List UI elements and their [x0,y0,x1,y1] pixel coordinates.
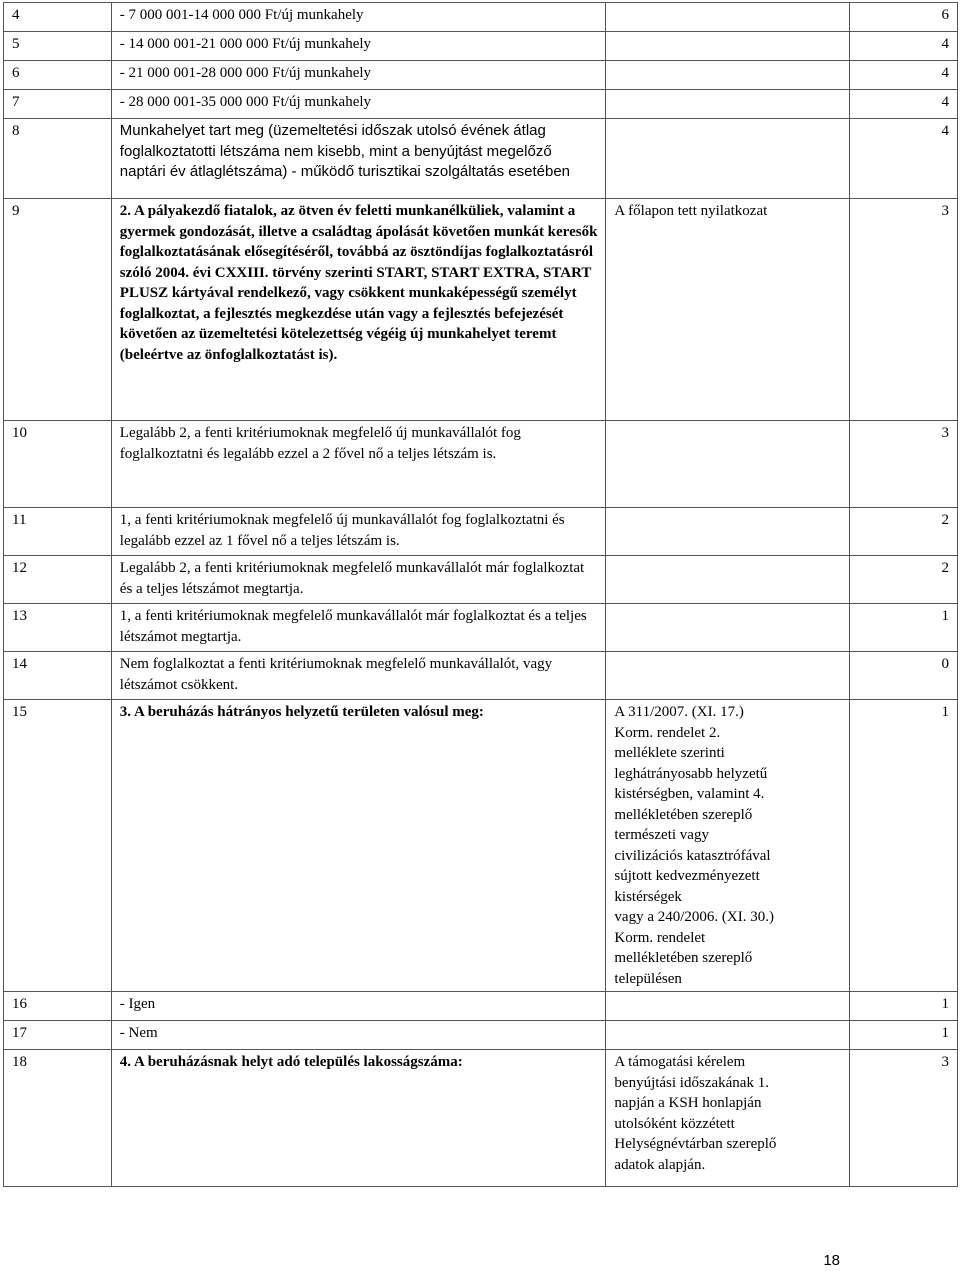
criterion-text: Legalább 2, a fenti kritériumoknak megfelelő új munkavállalót fog foglalkoztatni és legalább ezzel a 2 fővel nő a teljes létszám is. [111,421,606,508]
criterion-text: - 14 000 001-21 000 000 Ft/új munkahely [111,32,606,61]
table-row [4,61,958,90]
condition-text [606,652,850,700]
condition-text [606,90,850,119]
table-row [4,1021,958,1050]
condition-text: A támogatási kérelem benyújtási időszakának 1. napján a KSH honlapján utolsóként közzétett Helységnévtárban szereplő adatok alapján. [606,1050,850,1187]
criterion-text: 1, a fenti kritériumoknak megfelelő munkavállalót már foglalkoztat és a teljes létszámot megtartja. [111,604,606,652]
score-value: 3 [850,421,958,508]
row-number: 10 [4,421,112,508]
score-value: 6 [850,3,958,32]
table-row [4,32,958,61]
table-row [4,199,958,421]
criterion-text: 2. A pályakezdő fiatalok, az ötven év feletti munkanélküliek, valamint a gyermek gondozását, illetve a családtag ápolását követően munkát keresők foglalkoztatásának elősegítéséről, továbbá az ösztöndíjas foglalkoztatásról szóló 2004. évi CXXIII. törvény szerinti START, START EXTRA, START PLUSZ kártyával rendelkező, vagy csökkent munkaképességű személyt foglalkoztat, a fejlesztés megkezdése után vagy a fejlesztés befejezését követően az üzemeltetési kötelezettség végéig új munkahelyet teremt (beleértve az önfoglalkoztatást is). [111,199,606,421]
score-value: 4 [850,119,958,199]
condition-text: A főlapon tett nyilatkozat [606,199,850,421]
row-number: 13 [4,604,112,652]
table-row [4,90,958,119]
score-value: 4 [850,90,958,119]
row-number: 11 [4,508,112,556]
criterion-text: - 7 000 001-14 000 000 Ft/új munkahely [111,3,606,32]
score-value: 1 [850,604,958,652]
criterion-text: Munkahelyet tart meg (üzemeltetési időszak utolsó évének átlag foglalkoztatotti létszáma nem kisebb, mint a benyújtást megelőző naptári év átlaglétszáma) - működő turisztikai szolgáltatás esetében [111,119,606,199]
condition-text [606,421,850,508]
condition-text [606,992,850,1021]
score-value: 4 [850,61,958,90]
row-number: 12 [4,556,112,604]
row-number: 16 [4,992,112,1021]
condition-text: A 311/2007. (XI. 17.) Korm. rendelet 2. melléklete szerinti leghátrányosabb helyzetű kistérségben, valamint 4. mellékletében szereplő természeti vagy civilizációs katasztrófával sújtott kedvezményezett kistérségek vagy a 240/2006. (XI. 30.) Korm. rendelet mellékletében szereplő településen [606,700,850,992]
criterion-text: - Igen [111,992,606,1021]
score-value: 1 [850,700,958,992]
table-row [4,1050,958,1187]
table-row [4,119,958,199]
table-row [4,3,958,32]
row-number: 14 [4,652,112,700]
row-number: 15 [4,700,112,992]
table-row [4,508,958,556]
table-row [4,556,958,604]
row-number: 17 [4,1021,112,1050]
score-value: 0 [850,652,958,700]
criterion-text: Nem foglalkoztat a fenti kritériumoknak megfelelő munkavállalót, vagy létszámot csökkent. [111,652,606,700]
criterion-text: 1, a fenti kritériumoknak megfelelő új munkavállalót fog foglalkoztatni és legalább ezzel az 1 fővel nő a teljes létszám is. [111,508,606,556]
row-number: 5 [4,32,112,61]
condition-text [606,3,850,32]
criterion-text: - 21 000 001-28 000 000 Ft/új munkahely [111,61,606,90]
row-number: 7 [4,90,112,119]
table-row [4,700,958,992]
row-number: 8 [4,119,112,199]
criterion-text: - Nem [111,1021,606,1050]
criterion-text: 3. A beruházás hátrányos helyzetű területen valósul meg: [111,700,606,992]
criterion-text: Legalább 2, a fenti kritériumoknak megfelelő munkavállalót már foglalkoztat és a teljes létszámot megtartja. [111,556,606,604]
condition-text [606,119,850,199]
condition-text [606,61,850,90]
condition-text [606,1021,850,1050]
row-number: 9 [4,199,112,421]
score-value: 2 [850,556,958,604]
condition-text [606,508,850,556]
score-value: 1 [850,992,958,1021]
score-value: 3 [850,1050,958,1187]
score-value: 4 [850,32,958,61]
score-value: 3 [850,199,958,421]
score-value: 2 [850,508,958,556]
scoring-table [3,2,958,1187]
condition-text [606,604,850,652]
criterion-text: 4. A beruházásnak helyt adó település lakosságszáma: [111,1050,606,1187]
table-row [4,421,958,508]
condition-text [606,556,850,604]
criterion-text: - 28 000 001-35 000 000 Ft/új munkahely [111,90,606,119]
page-number: 18 [823,1252,840,1269]
table-row [4,992,958,1021]
table-row [4,652,958,700]
table-row [4,604,958,652]
score-value: 1 [850,1021,958,1050]
condition-text [606,32,850,61]
row-number: 4 [4,3,112,32]
row-number: 6 [4,61,112,90]
row-number: 18 [4,1050,112,1187]
